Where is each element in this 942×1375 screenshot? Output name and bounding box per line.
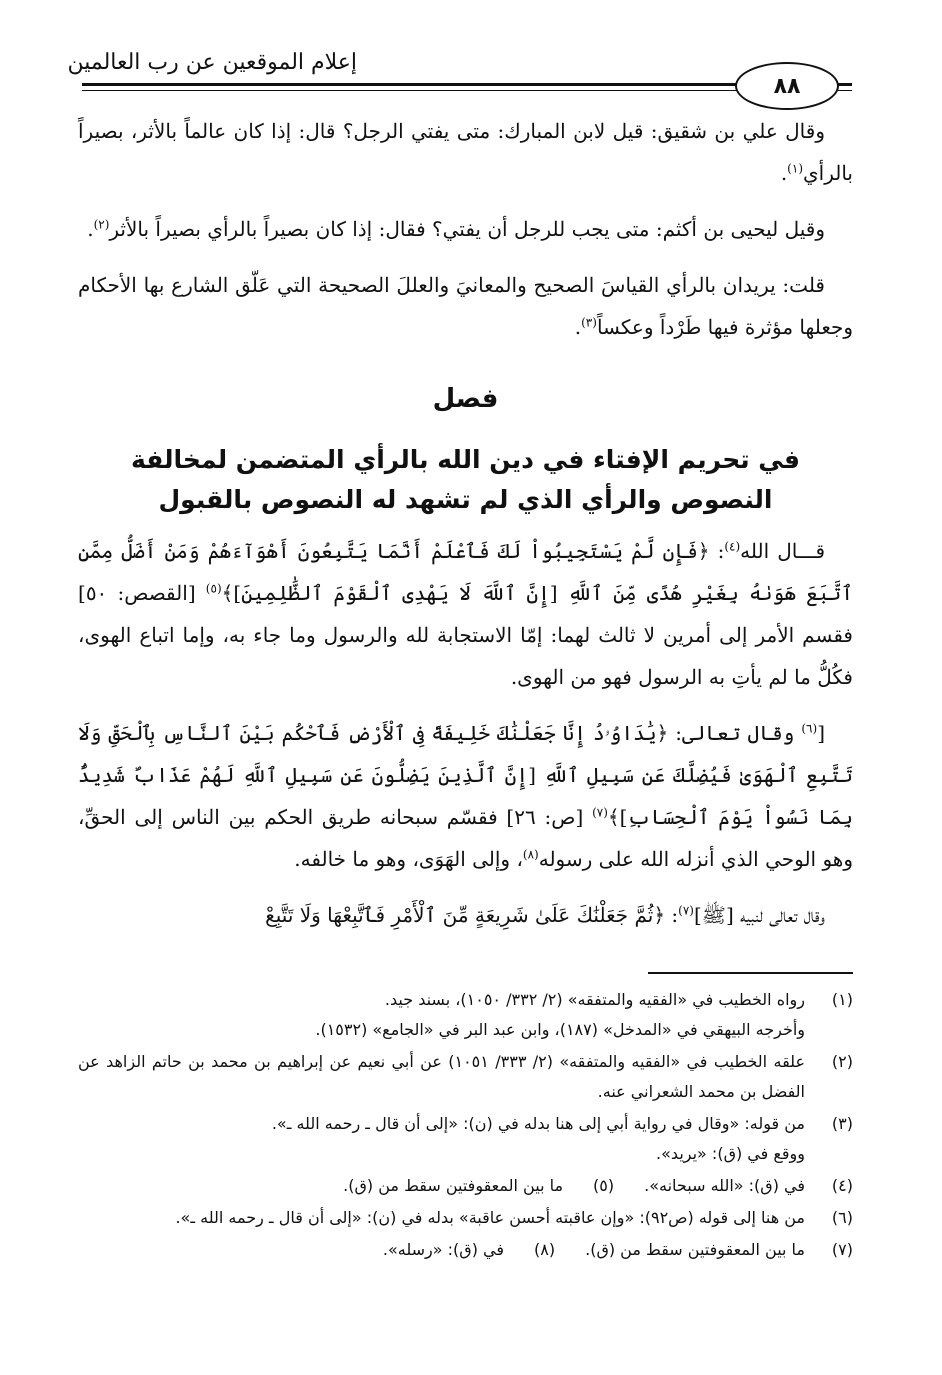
footnote-separator (648, 972, 853, 974)
footnote-number: (١) (831, 990, 853, 1009)
footnote-text: من قوله: «وقال في رواية أبي إلى هنا بدله في (ن): «إلى أن قال ـ رحمه الله ـ». (271, 1114, 805, 1133)
footnote-1 (78, 985, 853, 1045)
footnote-text: ووقع في (ق): «يريد». (656, 1144, 805, 1163)
paragraph-2 (78, 208, 853, 250)
footnote-4-5 (78, 1171, 853, 1201)
paragraph-text: [القصص: ٥٠] فقسم الأمر إلى أمرين لا ثالث لهما: إمّا الاستجابة لله والرسول وما جاء به، وإما اتباع الهوى، فكُلُّ ما لم يأتِ به الرسول فهو من الهوى. (78, 581, 853, 689)
paragraph-text: [ص: ٢٦] فقسّم سبحانه طريق الحكم بين الناس إلى الحقِّ، وهو الوحي الذي أنزله الله على رسوله (78, 805, 853, 871)
quran-verse: : ﴿ثُمَّ جَعَلْنَٰكَ عَلَىٰ شَرِيعَةٍ مِّنَ ٱلْأَمْرِ فَٱتَّبِعْهَا وَلَا تَتَّبِعْ (265, 903, 679, 927)
footnote-number: (٧) (831, 1240, 853, 1259)
section-title (78, 440, 853, 520)
footnote-text: رواه الخطيب في «الفقيه والمتفقه» (٢/ ٣٣٢/ ١٠٥٠)، بسند جيد. (384, 990, 805, 1009)
footnote-number: (٥) (593, 1176, 615, 1195)
section-label: فصل (432, 384, 499, 414)
footnote-text: من هنا إلى قوله (ص٩٢): «وإن عاقبته أحسن عاقبة» بدله في (ن): «إلى أن قال ـ رحمه الله ـ». (175, 1208, 805, 1227)
footnote-text: في (ق): «رسله». (382, 1240, 505, 1259)
footnote-number: (٦) (831, 1208, 853, 1227)
footnote-ref[interactable]: (١) (787, 161, 803, 176)
footnote-number: (٣) (831, 1114, 853, 1133)
bracket: [ (817, 721, 825, 745)
paragraph-text: وقال تعالى لنبيه [ﷺ] (693, 903, 825, 927)
footnote-ref[interactable]: (٣) (581, 315, 597, 330)
footnote-2 (78, 1047, 853, 1107)
footnote-7-8 (78, 1235, 853, 1265)
footnote-number: (٤) (831, 1176, 853, 1195)
footnotes (78, 985, 853, 1267)
footnote-number: (٢) (831, 1052, 853, 1071)
paragraph-text: قـــال الله (740, 539, 826, 563)
paragraph-text: وقيل ليحيى بن أكثم: متى يجب للرجل أن يفتي؟ فقال: إذا كان بصيراً بالرأي بصيراً بالأثر (109, 217, 825, 241)
footnote-ref[interactable]: (٧) (678, 903, 694, 918)
section-title-line-2: النصوص والرأي الذي لم تشهد له النصوص بالقبول (158, 485, 773, 514)
footnote-3 (78, 1109, 853, 1169)
punctuation: . (574, 315, 582, 339)
punctuation: . (780, 161, 788, 185)
quran-verse: : ﴿فَإِن لَّمْ يَسْتَجِيبُواْ لَكَ فَٱعْلَمْ أَنَّمَا يَتَّبِعُونَ أَهْوَآءَهُمْ وَمَنْ أَضَلُّ مِمَّنِ ٱتَّبَعَ هَوَىٰهُ بِغَيْرِ هُدًى مِّنَ ٱللَّهِ [إِنَّ ٱللَّهَ لَا يَهْدِى ٱلْقَوْمَ ٱلظَّٰلِمِينَ]﴾ (78, 539, 853, 605)
quran-verse: وقال تعالى: ﴿يَٰدَاوُۥدُ إِنَّا جَعَلْنَٰكَ خَلِيفَةً فِى ٱلْأَرْضِ فَٱحْكُم بَيْنَ ٱلنَّاسِ بِٱلْحَقِّ وَلَا تَتَّبِعِ ٱلْهَوَىٰ فَيُضِلَّكَ عَن سَبِيلِ ٱللَّهِ [إِنَّ ٱلَّذِينَ يَضِلُّونَ عَن سَبِيلِ ٱللَّهِ لَهُمْ عَذَابٌ شَدِيدٌۢ بِمَا نَسُواْ يَوْمَ ٱلْحِسَابِ]﴾ (78, 721, 854, 829)
footnote-text: ما بين المعقوفتين سقط من (ق). (585, 1240, 805, 1259)
footnote-ref[interactable]: (٧) (592, 805, 608, 820)
footnote-ref[interactable]: (٨) (522, 847, 539, 862)
paragraph-text: قلت: يريدان بالرأي القياسَ الصحيح والمعانيَ والعللَ الصحيحة التي عَلّق الشارع بها الأحكام وجعلها مؤثرة فيها طَرْداً وعكساً (78, 273, 853, 339)
paragraph-4 (78, 530, 853, 698)
paragraph-1 (78, 110, 853, 194)
paragraph-3 (78, 264, 853, 348)
footnote-text: وأخرجه البيهقي في «المدخل» (١٨٧)، وابن عبد البر في «الجامع» (١٥٣٢). (315, 1020, 805, 1039)
footnote-ref[interactable]: (٦) (801, 721, 818, 736)
paragraph-5 (78, 712, 853, 880)
footnote-ref[interactable]: (٤) (724, 539, 741, 554)
paragraph-text: وقال علي بن شقيق: قيل لابن المبارك: متى يفتي الرجل؟ قال: إذا كان عالماً بالأثر، بصيراً بالرأي (78, 119, 853, 185)
running-header-title: إعلام الموقعين عن رب العالمين (67, 50, 357, 75)
footnote-text: علقه الخطيب في «الفقيه والمتفقه» (٢/ ٣٣٣/ ١٠٥١) عن أبي نعيم عن إبراهيم بن محمد بن حاتم الزاهد عن الفضل بن محمد الشعراني عنه. (78, 1052, 806, 1101)
paragraph-text: ، وإلى الهَوَى، وهو ما خالفه. (294, 847, 523, 871)
main-text (78, 110, 853, 950)
page-number-badge (735, 62, 839, 110)
footnote-ref[interactable]: (٢) (93, 217, 110, 232)
paragraph-6 (78, 894, 853, 936)
footnote-6 (78, 1203, 853, 1233)
page-number: ٨٨ (773, 73, 801, 99)
footnote-text: في (ق): «الله سبحانه». (644, 1176, 805, 1195)
section-title-line-1: في تحريم الإفتاء في دين الله بالرأي المتضمن لمخالفة (131, 445, 800, 474)
footnote-ref[interactable]: (٥) (205, 581, 222, 596)
punctuation: . (87, 217, 94, 241)
footnote-number: (٨) (534, 1240, 556, 1259)
footnote-text: ما بين المعقوفتين سقط من (ق). (343, 1176, 564, 1195)
